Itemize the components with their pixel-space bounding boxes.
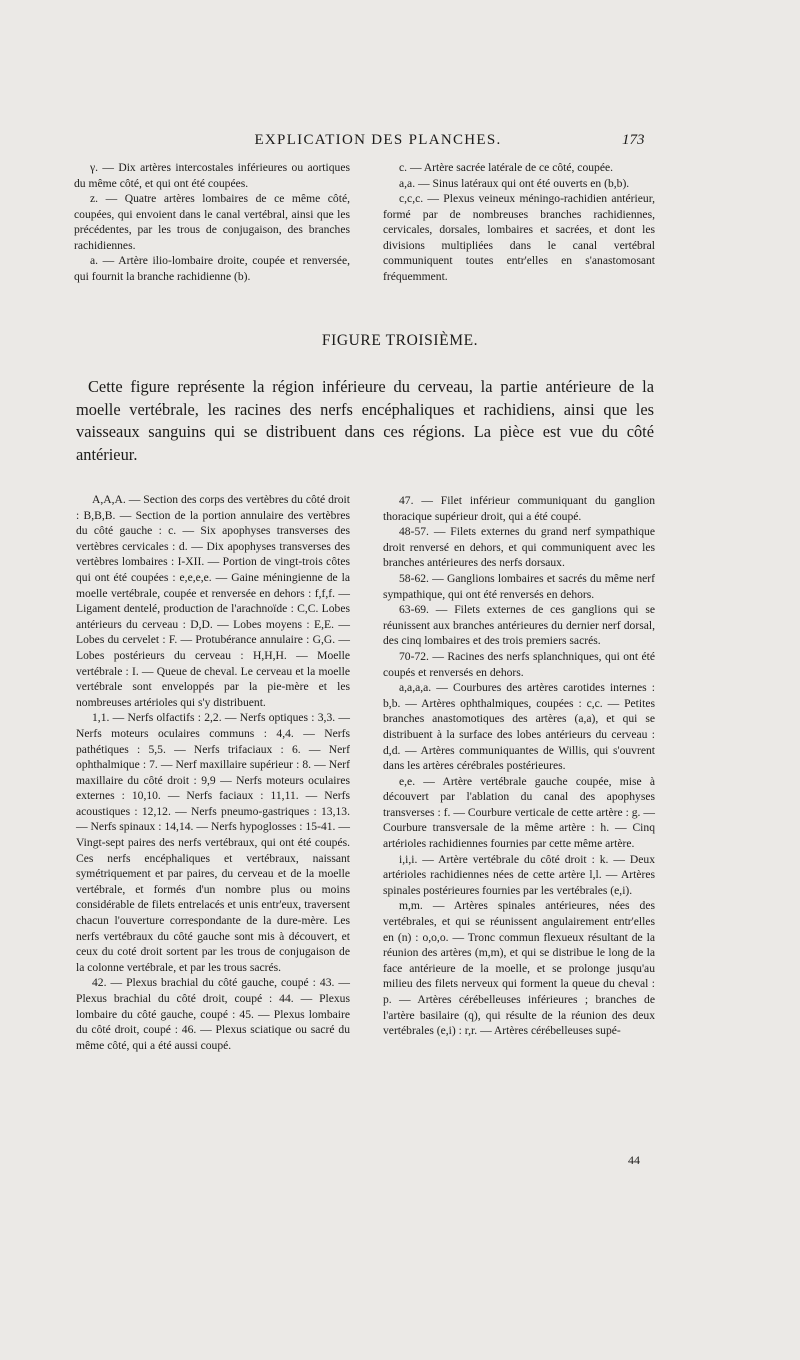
intro-text: Cette figure représente la région inférieure du cerveau, la partie antérieure de la moelle vertébrale, les racines des nerfs encéphaliques et rachidiens, ainsi que les vaisseaux sanguins qui se distribuent dans ces régions. La pièce est vue du côté antérieur. [76,377,654,464]
paragraph: 48-57. — Filets externes du grand nerf sympathique droit renversé en dehors, et qui communiquent avec les branches antérieures des nerfs dorsaux. [383,525,655,570]
bottom-right-column [383,493,655,1039]
paragraph: c. — Artère sacrée latérale de ce côté, coupée. [399,161,614,174]
paragraph: m,m. — Artères spinales antérieures, nées des vertébrales, et qui se réunissent angulairement entr'elles en (n) : o,o,o. — Tronc commun flexueux résultant de la réunion des artères (m,m), et qui se distribue le long de la face antérieure de la moelle, et se prolonge jusqu'au milieu des filets nerveux qui forment la queue du cheval : p. — Artères cérébelleuses inférieures ; branches de l'artère basilaire (q), qui résulte de la réunion des deux vertébrales (e,i) : r,r. — Artères cérébelleuses supé- [383,899,655,1038]
paragraph: 1,1. — Nerfs olfactifs : 2,2. — Nerfs optiques : 3,3. — Nerfs moteurs oculaires communs : 4,4. — Nerfs pathétiques : 5,5. — Nerfs trifaciaux : 6. — Nerf ophthalmique : 7. — Nerf maxillaire supérieur : 8. — Nerf maxillaire du côté droit : 9,9 — Nerfs moteurs oculaires externes : 10,10. — Nerfs faciaux : 11,11. — Nerfs acoustiques : 12,12. — Nerfs pneumo-gastriques : 13,13. — Nerfs spinaux : 14,14. — Nerfs hypoglosses : 15-41. — Vingt-sept paires des nerfs vertébraux, qui ont été coupés. Ces nerfs encéphaliques et vertébraux, naissant symétriquement et par paires, du cerveau et de la moelle vertébrale, et formés d'un nombre plus ou moins considérable de filets entrelacés et unis entr'eux, traversent chacun l'ouverture correspondante de la dure-mère. Les nerfs vertébraux du côté gauche sont mis à découvert, et ceux du coté droit sortent par les trous de conjugaison de la colonne vertébrale, et par les trous sacrés. [76,711,350,974]
running-head: EXPLICATION DES PLANCHES. [254,132,502,148]
paragraph: a. — Artère ilio-lombaire droite, coupée et renversée, qui fournit la branche rachidienne (b). [74,254,350,283]
intro-paragraph [76,376,654,466]
paragraph: a,a,a,a. — Courbures des artères carotides internes : b,b. — Artères ophthalmiques, coupées : c,c. — Petites branches anastomotiques des artères (a,a), et qui se distribuent à la surface des lobes antérieurs du cerveau : d,d. — Artères communiquantes de Willis, qui s'ouvrent dans les artères cérébrales postérieures. [383,681,655,773]
page-number: 173 [622,132,645,148]
paragraph: a,a. — Sinus latéraux qui ont été ouverts en (b,b). [399,176,630,190]
bottom-left-column [76,492,350,1053]
paragraph: A,A,A. — Section des corps des vertèbres du côté droit : B,B,B. — Section de la portion annulaire des vertèbres du côté gauche : c. — Six apophyses transverses des vertèbres cervicales : d. — Dix apophyses transverses des vertèbres lombaires : I-XII. — Portion de vingt-trois côtes qui ont été coupées : e,e,e,e. — Gaine méningienne de la moelle vertébrale, coupée et renversée en dehors : f,f,f. — Ligament dentelé, production de l'arachnoïde : C,C. Lobes antérieurs du cerveau : D,D. — Lobes moyens : E,E. — Lobes du cervelet : F. — Protubérance annulaire : G,G. — Lobes postérieurs du cerveau : H,H,H. — Moelle vertébrale : I. — Queue de cheval. Le cerveau et la moelle vertébrale sont enveloppés par la pie-mère et les nombreuses artérioles qui s'y distribuent. [76,493,350,709]
top-left-column [74,160,350,284]
figure-title: FIGURE TROISIÈME. [321,332,479,349]
paragraph: i,i,i. — Artère vertébrale du côté droit : k. — Deux artérioles rachidiennes nées de cette artère l,l. — Artères spinales postérieures fournies par les vertébrales (e,i). [383,852,655,897]
paragraph: z. — Quatre artères lombaires de ce même côté, coupées, qui envoient dans le canal vertébral, ainsi que les précédentes, par les trous de conjugaison, des branches rachidiennes. [74,192,350,252]
paragraph: γ. — Dix artères intercostales inférieures ou aortiques du même côté, et qui ont été coupées. [74,161,350,190]
signature-mark: 44 [628,1153,640,1167]
paragraph: 42. — Plexus brachial du côté gauche, coupé : 43. — Plexus brachial du côté droit, coupé : 44. — Plexus lombaire du côté gauche, coupé : 45. — Plexus lombaire du côté droit, coupé : 46. — Plexus sciatique ou sacré du même côté, qui a été aussi coupé. [76,976,350,1052]
paragraph: 63-69. — Filets externes de ces ganglions qui se réunissent aux branches antérieures du dernier nerf dorsal, des cinq lombaires et des trois premiers sacrés. [383,603,655,648]
paragraph: e,e. — Artère vertébrale gauche coupée, mise à découvert par l'ablation du canal des apophyses transverses : f. — Courbure verticale de cette artère : g. — Courbure transversale de la même artère : h. — Cinq artérioles rachidiennes fournies par cette même artère. [383,774,655,851]
paragraph: 70-72. — Racines des nerfs splanchniques, qui ont été coupés et renversés en dehors. [383,649,655,679]
paragraph: 47. — Filet inférieur communiquant du ganglion thoracique supérieur droit, qui a été coupé. [383,494,655,523]
paragraph: c,c,c. — Plexus veineux méningo-rachidien antérieur, formé par de nombreuses branches rachidiennes, cervicales, dorsales, lombaires et sacrées, et dont les divisions multipliées dans le canal vertébral communiquent toutes entr'elles en s'anastomosant fréquemment. [383,192,655,283]
paragraph: 58-62. — Ganglions lombaires et sacrés du même nerf sympathique, qui ont été renversés en dehors. [383,571,655,601]
top-right-column [383,160,655,284]
